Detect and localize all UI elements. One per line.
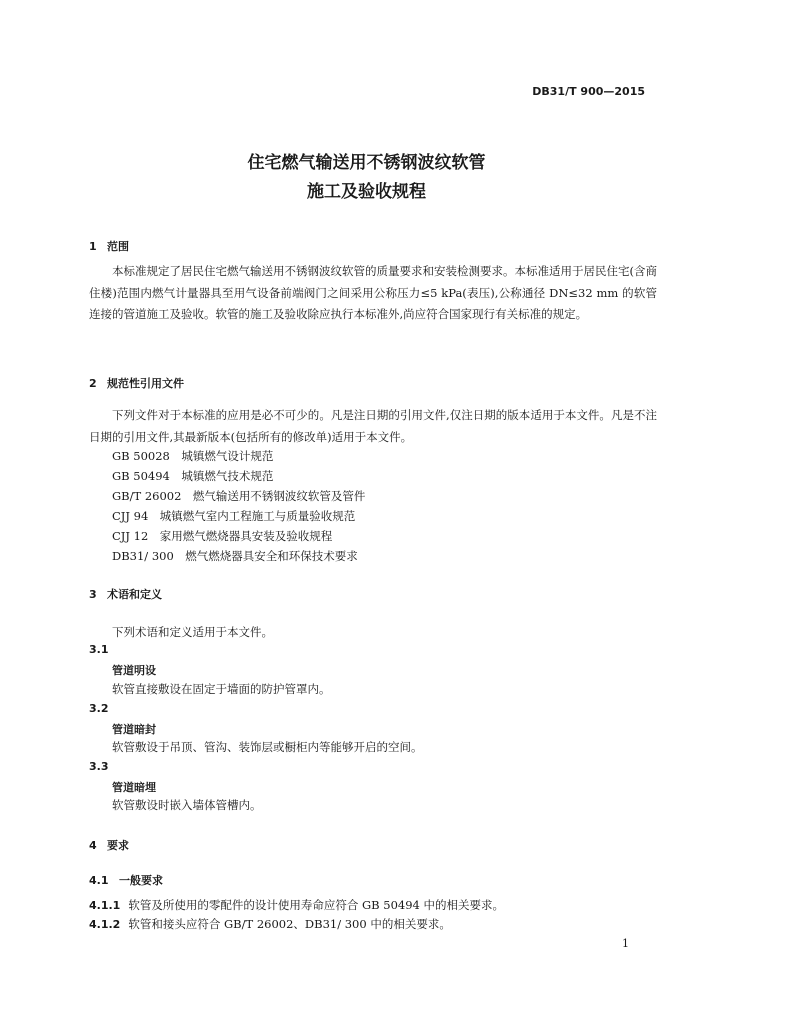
requirement-text: 软管及所使用的零配件的设计使用寿命应符合 GB 50494 中的相关要求。 (128, 898, 505, 912)
term-number: 3.2 (89, 702, 109, 715)
subsection-title: 一般要求 (119, 874, 163, 887)
term-name: 管道暗埋 (112, 781, 156, 794)
reference-item: GB 50028 城镇燃气设计规范 (112, 449, 274, 463)
requirement-number: 4.1.1 (89, 899, 121, 912)
term-name: 管道暗封 (112, 723, 156, 736)
section-1-number: 1 (89, 240, 97, 253)
section-4-number: 4 (89, 839, 97, 852)
section-3-title: 术语和定义 (107, 588, 162, 601)
section-1-title: 范围 (107, 240, 129, 253)
section-2-number: 2 (89, 377, 97, 390)
section-2-heading (89, 375, 184, 391)
document-title-line2: 施工及验收规程 (307, 182, 426, 202)
reference-item: CJJ 94 城镇燃气室内工程施工与质量验收规范 (112, 509, 356, 523)
document-title-line1: 住宅燃气输送用不锈钢波纹软管 (247, 153, 486, 173)
section-2-paragraph: 下列文件对于本标准的应用是必不可少的。凡是注日期的引用文件,仅注日期的版本适用于本文件。凡是不注日期的引用文件,其最新版本(包括所有的修改单)适用于本文件。 (89, 408, 657, 444)
section-1-paragraph: 本标准规定了居民住宅燃气输送用不锈钢波纹软管的质量要求和安装检测要求。本标准适用于居民住宅(含商住楼)范围内燃气计量器具至用气设备前端阀门之间采用公称压力≤5 kPa(表压),公称通径 DN≤32 mm 的软管连接的管道施工及验收。软管的施工及验收除应执行本标准外,尚应符合国家现行有关标准的规定。 (89, 264, 657, 321)
reference-item: DB31/ 300 燃气燃烧器具安全和环保技术要求 (112, 549, 358, 563)
section-3-heading (89, 586, 162, 602)
requirement-number: 4.1.2 (89, 918, 121, 931)
term-definition: 软管敷设于吊顶、管沟、装饰层或橱柜内等能够开启的空间。 (112, 740, 423, 754)
subsection-number: 4.1 (89, 874, 109, 887)
subsection-heading (89, 872, 163, 888)
section-3-intro: 下列术语和定义适用于本文件。 (112, 625, 273, 639)
term-number: 3.1 (89, 643, 109, 656)
section-2-title: 规范性引用文件 (107, 377, 184, 390)
term-definition: 软管敷设时嵌入墙体管槽内。 (112, 798, 262, 812)
section-1-heading (89, 238, 129, 254)
section-3-number: 3 (89, 588, 97, 601)
section-4-heading (89, 837, 129, 853)
section-4-title: 要求 (107, 839, 129, 852)
document-code: DB31/T 900—2015 (532, 85, 645, 98)
reference-item: CJJ 12 家用燃气燃烧器具安装及验收规程 (112, 529, 333, 543)
term-definition: 软管直接敷设在固定于墙面的防护管罩内。 (112, 682, 331, 696)
term-number: 3.3 (89, 760, 109, 773)
reference-item: GB 50494 城镇燃气技术规范 (112, 469, 274, 483)
reference-item: GB/T 26002 燃气输送用不锈钢波纹软管及管件 (112, 489, 366, 503)
requirement-text: 软管和接头应符合 GB/T 26002、DB31/ 300 中的相关要求。 (128, 917, 451, 931)
requirement-item (89, 897, 504, 913)
requirement-item (89, 916, 451, 932)
term-name: 管道明设 (112, 664, 156, 677)
page-number: 1 (622, 937, 629, 950)
